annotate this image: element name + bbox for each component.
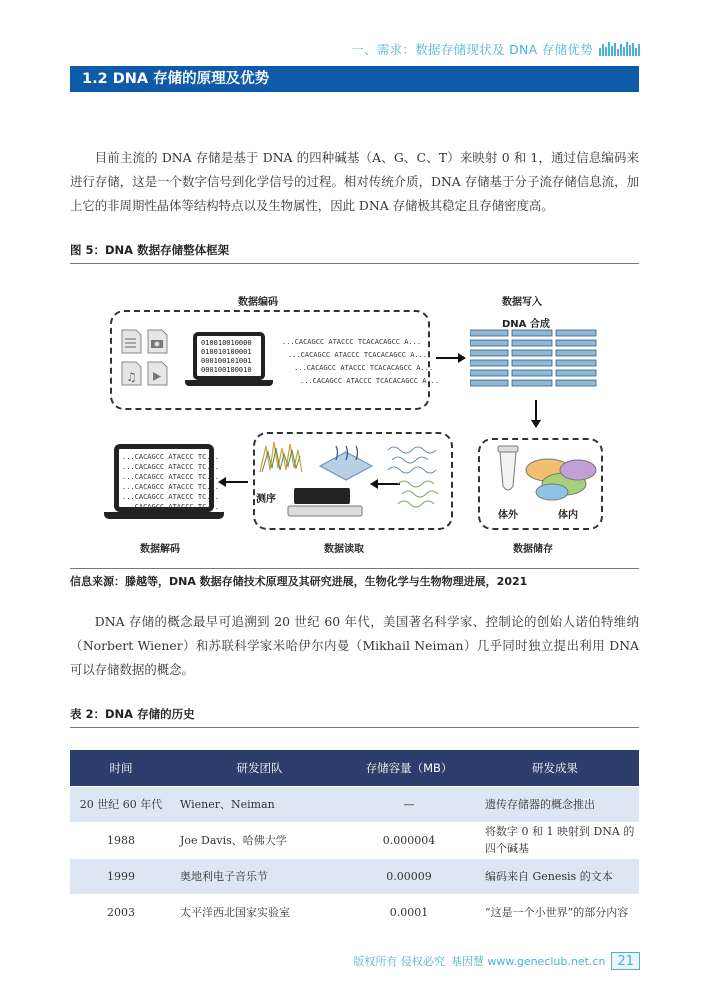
cell-capacity: 0.00009	[347, 858, 471, 894]
label-sequencing: 测序	[256, 494, 276, 505]
table-row	[70, 786, 639, 822]
label-writing: 数据写入	[502, 297, 542, 308]
label-dna-synthesis: DNA 合成	[502, 319, 550, 330]
sequence-line: ...CACAGCC ATACCC TCACACAGCC A...	[288, 351, 428, 359]
svg-text:♫: ♫	[126, 370, 137, 384]
cell-time: 1988	[70, 822, 172, 858]
cell-time: 1999	[70, 858, 172, 894]
table-row	[70, 894, 639, 930]
cell-team: 奥地利电子音乐节	[172, 858, 347, 894]
header-result: 研发成果	[471, 750, 639, 786]
dna-storage-framework-diagram	[70, 280, 639, 568]
sequence-line: ...CACAGCC ATACCC TCACACAGCC A...	[282, 338, 422, 346]
arrow-right-icon	[436, 352, 466, 364]
file-icons	[120, 328, 172, 392]
arrow-down-icon	[530, 400, 542, 428]
header-time: 时间	[70, 750, 172, 786]
footer-brand: 基因慧 www.geneclub.net.cn	[450, 955, 606, 968]
table-row	[70, 822, 639, 858]
decoding-laptop-base	[104, 512, 224, 519]
cell-result: 遗传存储器的概念推出	[471, 786, 639, 822]
reading-illustration	[258, 438, 450, 526]
sequence-line: ...CACAGCC ATACCC TCACACAGCC A...	[300, 377, 440, 385]
cell-capacity: —	[347, 786, 471, 822]
cell-result: “这是一个小世界”的部分内容	[471, 894, 639, 930]
binary-line: 010010100001	[201, 348, 252, 356]
footer-copyright: 版权所有 侵权必究	[353, 955, 445, 968]
binary-line: 000100100010	[201, 366, 252, 374]
dna-synthesis-strands	[470, 328, 602, 390]
header-bars-decoration	[599, 42, 640, 56]
decoded-line: ...CACAGCC ATACCC TC...	[122, 503, 219, 511]
figure-source: 信息来源：滕越等，DNA 数据存储技术原理及其研究进展，生物化学与生物物理进展，2021	[70, 568, 639, 589]
cell-result: 编码来自 Genesis 的文本	[471, 858, 639, 894]
header-capacity: 存储容量（MB）	[347, 750, 471, 786]
storage-illustration	[486, 442, 598, 508]
cell-capacity: 0.0001	[347, 894, 471, 930]
label-in-vivo: 体内	[558, 510, 578, 521]
label-decoding: 数据解码	[140, 544, 180, 555]
cell-time: 20 世纪 60 年代	[70, 786, 172, 822]
table-row	[70, 858, 639, 894]
decoded-line: ...CACAGCC ATACCC TC...	[122, 493, 219, 501]
running-header	[351, 40, 640, 58]
label-reading: 数据读取	[324, 544, 364, 555]
running-header-title: 一、需求：数据存储现状及 DNA 存储优势	[351, 42, 593, 57]
encoding-laptop-base	[185, 380, 273, 386]
decoded-line: ...CACAGCC ATACCC TC...	[122, 463, 219, 471]
decoded-line: ...CACAGCC ATACCC TC...	[122, 483, 219, 491]
cell-capacity: 0.000004	[347, 822, 471, 858]
intro-paragraph: 目前主流的 DNA 存储是基于 DNA 的四种碱基（A、G、C、T）来映射 0 和 1，通过信息编码来进行存储，这是一个数字信号到化学信号的过程。相对传统介质，DNA 存储基于分子流存储信息流，加上它的非周期性晶体等结构特点以及生物属性，因此 DNA 存储极其稳定且存储密度高。	[70, 150, 639, 213]
label-in-vitro: 体外	[498, 510, 518, 521]
history-paragraph: DNA 存储的概念最早可追溯到 20 世纪 60 年代，美国著名科学家、控制论的创始人诺伯特维纳（Norbert Wiener）和苏联科学家米哈伊尔内曼（Mikhail Neiman）几乎同时独立提出利用 DNA 可以存储数据的概念。	[70, 614, 639, 677]
label-encoding: 数据编码	[238, 297, 278, 308]
decoded-line: ...CACAGCC ATACCC TC...	[122, 473, 219, 481]
label-storage: 数据储存	[513, 544, 553, 555]
header-team: 研发团队	[172, 750, 347, 786]
cell-team: 太平洋西北国家实验室	[172, 894, 347, 930]
cell-time: 2003	[70, 894, 172, 930]
table-header-row	[70, 750, 639, 786]
page-number: 21	[611, 952, 640, 970]
decoded-line: ...CACAGCC ATACCC TC...	[122, 453, 219, 461]
decoding-laptop-screen	[114, 444, 219, 512]
page-footer	[353, 952, 640, 970]
sequence-line: ...CACAGCC ATACCC TCACACAGCC A...	[294, 364, 434, 372]
dna-history-table	[70, 750, 639, 930]
binary-line: 000100101001	[201, 357, 252, 365]
cell-team: Wiener、Neiman	[172, 786, 347, 822]
arrow-left-icon	[218, 476, 248, 488]
encoding-laptop-screen	[193, 332, 265, 380]
cell-team: Joe Davis、哈佛大学	[172, 822, 347, 858]
figure-caption: 图 5：DNA 数据存储整体框架	[70, 242, 639, 264]
cell-result: 将数字 0 和 1 映射到 DNA 的四个碱基	[471, 822, 639, 858]
table-caption: 表 2：DNA 存储的历史	[70, 706, 639, 728]
binary-line: 010010010000	[201, 339, 252, 347]
section-title: 1.2 DNA 存储的原理及优势	[70, 66, 639, 92]
